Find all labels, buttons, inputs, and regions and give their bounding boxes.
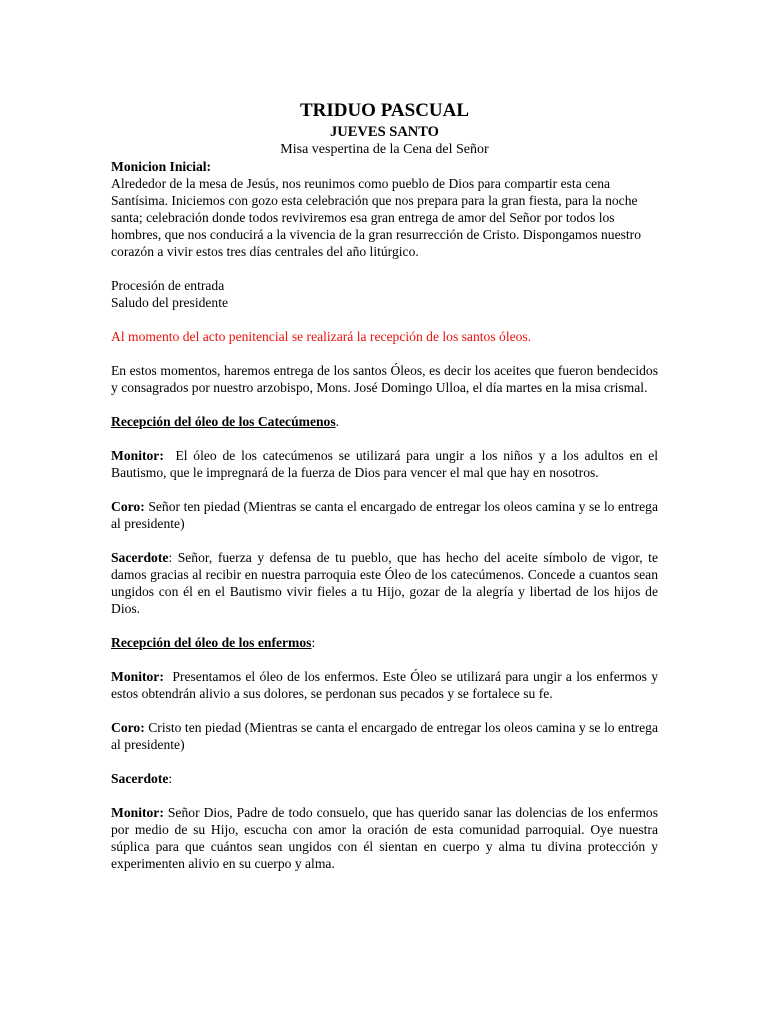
enfermos-monitor2-text: Señor Dios, Padre de todo consuelo, que has querido sanar las dolencias de los enfermos por medio de su Hijo, escucha con amor la oración de esta comunidad parroquial. Oye nuestra súplica para que cuántos sean ungidos con él sientan en cuerpo y alma tu divina protección y experimenten alivio en su cuerpo y alma. [111,805,659,871]
catecumenos-heading-punct: . [335,414,340,429]
catecumenos-sacerdote-paragraph [111,549,658,617]
catecumenos-section-heading [111,413,658,430]
catecumenos-sacerdote-label: Sacerdote [111,550,169,565]
procesion-text: Procesión de entrada [111,278,225,293]
enfermos-coro-text: Cristo ten piedad (Mientras se canta el encargado de entregar los oleos camina y se lo entrega al presidente) [111,720,658,752]
catecumenos-monitor-paragraph [111,447,658,481]
enfermos-monitor-paragraph [111,668,658,702]
enfermos-monitor-label: Monitor: [111,669,164,684]
enfermos-coro-paragraph [111,719,658,753]
catecumenos-monitor-label: Monitor: [111,448,164,463]
enfermos-monitor2-label: Monitor: [111,805,164,820]
enfermos-heading: Recepción del óleo de los enfermos [111,635,312,650]
document-subsubtitle: Misa vespertina de la Cena del Señor [280,142,489,157]
penitential-note: Al momento del acto penitencial se realizará la recepción de los santos óleos. [111,329,532,344]
saludo-text: Saludo del presidente [111,295,229,310]
document-title: TRIDUO PASCUAL [299,100,470,121]
catecumenos-monitor-text: El óleo de los catecúmenos se utilizará para ungir a los niños y a los adultos en el Bautismo, que le impregnará de la fuerza de Dios para vencer el mal que hay en nosotros. [111,448,659,480]
enfermos-sacerdote-paragraph [111,770,658,787]
document-subtitle: JUEVES SANTO [330,124,439,140]
enfermos-section-heading [111,634,658,651]
monicion-text: Alrededor de la mesa de Jesús, nos reunimos como pueblo de Dios para compartir esta cena Santísima. Iniciemos con gozo esta celebración que nos prepara para la gran fiesta, para la noche santa; celebración donde todos reviviremos esa gran entrega de amor del Señor por todos los hombres, que nos conducirá a la vivencia de la gran resurrección de Cristo. Dispongamos nuestro corazón a vivir estos tres días centrales del año litúrgico. [111,176,641,259]
document-page [111,99,658,872]
enfermos-heading-punct: : [311,635,316,650]
enfermos-coro-label: Coro: [111,720,145,735]
catecumenos-coro-paragraph [111,498,658,532]
catecumenos-coro-label: Coro: [111,499,145,514]
catecumenos-sacerdote-text: : Señor, fuerza y defensa de tu pueblo, que has hecho del aceite símbolo de vigor, te damos gracias al recibir en nuestra parroquia este Óleo de los catecúmenos. Concede a cuantos sean ungidos con él en el Bautismo vivir fieles a tu Hijo, gozar de la alegría y libertad de los hijos de Dios. [111,550,658,616]
enfermos-monitor-text: Presentamos el óleo de los enfermos. Este Óleo se utilizará para ungir a los enfermos y estos obtendrán alivio a sus dolores, se perdonan sus pecados y se fortalece su fe. [111,669,658,701]
entrega-paragraph: En estos momentos, haremos entrega de los santos Óleos, es decir los aceites que fueron bendecidos y consagrados por nuestro arzobispo, Mons. José Domingo Ulloa, el día martes en la misa crismal. [111,363,658,395]
enfermos-monitor2-paragraph [111,804,658,872]
enfermos-sacerdote-label: Sacerdote [111,771,169,786]
catecumenos-coro-text: Señor ten piedad (Mientras se canta el encargado de entregar los oleos camina y se lo entrega al presidente) [111,499,659,531]
monicion-heading: Monicion Inicial: [111,159,212,174]
enfermos-sacerdote-punct: : [168,771,173,786]
catecumenos-heading: Recepción del óleo de los Catecúmenos [111,414,336,429]
